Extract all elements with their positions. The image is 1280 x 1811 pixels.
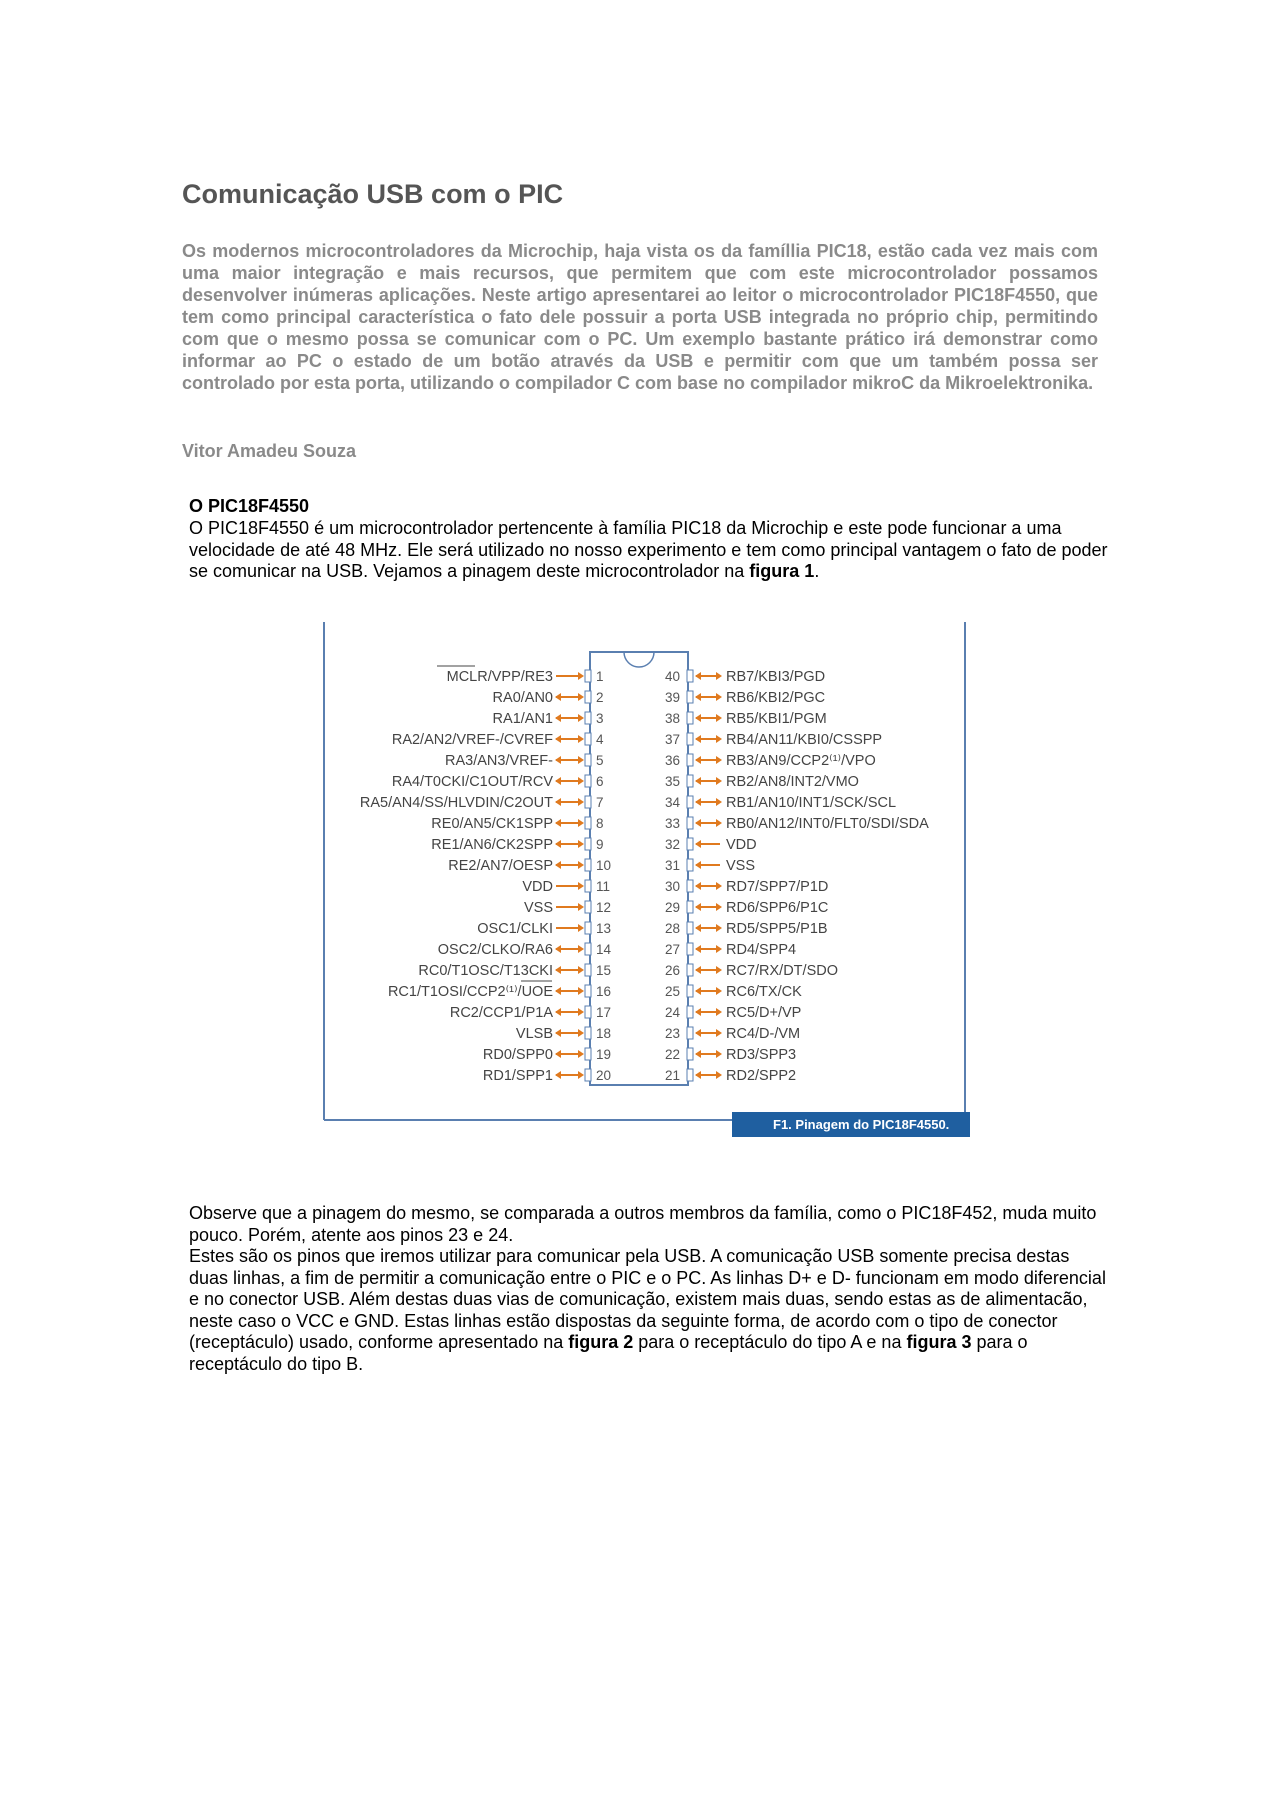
arrow-head <box>578 945 584 953</box>
page-title: Comunicação USB com o PIC <box>182 179 564 209</box>
pin-pad <box>687 712 693 724</box>
pin-number: 21 <box>665 1068 681 1083</box>
pin-number: 29 <box>665 900 681 915</box>
pin-label: OSC2/CLKO/RA6 <box>437 942 553 958</box>
pin-number: 22 <box>665 1047 681 1062</box>
pin-pad <box>585 964 591 976</box>
pin-label: RD6/SPP6/P1C <box>726 900 829 916</box>
pin-label: RC6/TX/CK <box>726 984 802 1000</box>
pin-pad <box>687 817 693 829</box>
pin-pad <box>687 670 693 682</box>
arrow-head <box>578 1029 584 1037</box>
pin-number: 20 <box>596 1068 612 1083</box>
arrow-head <box>578 861 584 869</box>
right-pin <box>665 669 825 685</box>
arrow-head <box>695 966 701 974</box>
arrow-head <box>695 840 701 848</box>
arrow-head <box>578 1050 584 1058</box>
arrow-head <box>578 1071 584 1079</box>
arrow-head <box>578 777 584 785</box>
pin-label: RB3/AN9/CCP2⁽¹⁾/VPO <box>726 753 876 769</box>
arrow-head <box>716 756 722 764</box>
arrow-head <box>695 1071 701 1079</box>
pin-label: RD3/SPP3 <box>726 1047 797 1063</box>
left-pin <box>431 816 603 832</box>
arrow-head <box>695 924 701 932</box>
pin-number: 30 <box>665 879 681 894</box>
pin-pad <box>585 838 591 850</box>
pin-label: RE0/AN5/CK1SPP <box>431 816 553 832</box>
pin-number: 40 <box>665 669 681 684</box>
pin-pad <box>687 964 693 976</box>
pin-label: RB5/KBI1/PGM <box>726 711 827 727</box>
pin-pad <box>687 1048 693 1060</box>
arrow-head <box>555 714 561 722</box>
usb-lines-paragraph <box>189 1246 1109 1375</box>
arrow-head <box>555 966 561 974</box>
arrow-head <box>716 735 722 743</box>
intro-text-end: . <box>814 561 820 581</box>
pin-number: 37 <box>665 732 681 747</box>
pin-number: 26 <box>665 963 681 978</box>
right-pin <box>665 900 828 916</box>
pin-pad <box>585 859 591 871</box>
pin-pad <box>687 1006 693 1018</box>
pin-label: RC7/RX/DT/SDO <box>726 963 838 979</box>
usb-text-2: para o receptáculo do tipo A e na <box>633 1332 907 1352</box>
arrow-head <box>578 966 584 974</box>
arrow-head <box>695 987 701 995</box>
arrow-head <box>716 924 722 932</box>
pin-label: RD5/SPP5/P1B <box>726 921 828 937</box>
pin-pad <box>585 1006 591 1018</box>
pin-pad <box>687 1027 693 1039</box>
pin-label: RB6/KBI2/PGC <box>726 690 826 706</box>
pin-number: 12 <box>596 900 612 915</box>
arrow-head <box>578 987 584 995</box>
pin-number: 3 <box>596 711 604 726</box>
pin-label: RC4/D-/VM <box>726 1026 801 1042</box>
pin-label: VDD <box>726 837 757 853</box>
intro-paragraph <box>189 518 1109 583</box>
arrow-head <box>695 1008 701 1016</box>
figure-2-reference: figura 2 <box>568 1332 634 1352</box>
usb-text-1: Estes são os pinos que iremos utilizar para comunicar pela USB. A comunicação USB somente precisa destas duas linhas, a fim de permitir a comunicação entre o PIC e o PC. As linhas D+ e D- funcionam em modo diferencial e no conector USB. Além destas duas vias de comunicação, existem mais duas, sendo estas as de alimentacão, neste caso o VCC e GND. Estas linhas estão dispostas da seguinte forma, de acordo com o tipo de conector (receptáculo) usado, conforme apresentado na <box>189 1246 1106 1352</box>
pin-pad <box>687 1069 693 1081</box>
pin-number: 18 <box>596 1026 612 1041</box>
arrow-head <box>695 903 701 911</box>
right-pin <box>665 963 838 979</box>
pin-label: RC5/D+/VP <box>726 1005 802 1021</box>
pin-number: 38 <box>665 711 681 726</box>
pin-pad <box>687 901 693 913</box>
right-pin <box>665 753 876 769</box>
pin-number: 34 <box>665 795 681 810</box>
pin-number: 27 <box>665 942 681 957</box>
arrow-head <box>578 819 584 827</box>
pin-number: 5 <box>596 753 604 768</box>
pin-pad <box>585 922 591 934</box>
arrow-head <box>695 756 701 764</box>
arrow-head <box>555 1008 561 1016</box>
arrow-head <box>695 882 701 890</box>
arrow-head <box>555 756 561 764</box>
arrow-head <box>695 819 701 827</box>
arrow-head <box>578 840 584 848</box>
pin-pad <box>585 901 591 913</box>
pin-number: 36 <box>665 753 681 768</box>
right-pin <box>665 711 827 727</box>
figure-caption: F1. Pinagem do PIC18F4550. <box>773 1117 950 1132</box>
usb-text-3: para o receptáculo do tipo B. <box>189 1332 1028 1374</box>
pin-label: RA1/AN1 <box>492 711 553 727</box>
pin-number: 7 <box>596 795 604 810</box>
arrow-head <box>578 756 584 764</box>
arrow-head <box>695 945 701 953</box>
arrow-head <box>555 1050 561 1058</box>
pin-pad <box>585 985 591 997</box>
arrow-head <box>716 693 722 701</box>
arrow-head <box>716 798 722 806</box>
pin-pad <box>585 733 591 745</box>
pin-label: RB4/AN11/KBI0/CSSPP <box>726 732 883 748</box>
pin-pad <box>687 922 693 934</box>
arrow-head <box>716 987 722 995</box>
pin-number: 32 <box>665 837 681 852</box>
arrow-head <box>695 1050 701 1058</box>
pin-number: 9 <box>596 837 604 852</box>
arrow-head <box>716 819 722 827</box>
arrow-head <box>716 672 722 680</box>
right-pin <box>665 795 896 811</box>
pin-pad <box>687 775 693 787</box>
pin-number: 10 <box>596 858 612 873</box>
figure-3-reference: figura 3 <box>906 1332 972 1352</box>
pin-number: 16 <box>596 984 612 999</box>
arrow-head <box>555 861 561 869</box>
pin-number: 33 <box>665 816 681 831</box>
right-pin <box>665 879 828 895</box>
left-pin <box>447 669 604 685</box>
arrow-head <box>578 714 584 722</box>
pinout-figure <box>320 622 980 1137</box>
pin-pad <box>687 796 693 808</box>
left-pin <box>516 1026 611 1042</box>
pin-pad <box>585 1048 591 1060</box>
left-pin <box>431 837 603 853</box>
pin-pad <box>687 880 693 892</box>
arrow-head <box>555 798 561 806</box>
pin-label: RB2/AN8/INT2/VMO <box>726 774 859 790</box>
pin-label: RD2/SPP2 <box>726 1068 797 1084</box>
left-pin <box>493 711 604 727</box>
pin-pad <box>585 1069 591 1081</box>
arrow-head <box>716 777 722 785</box>
arrow-head <box>716 1029 722 1037</box>
arrow-head <box>578 903 584 911</box>
right-pin <box>665 774 859 790</box>
left-pin <box>392 732 604 748</box>
pin-number: 25 <box>665 984 681 999</box>
pin-label: OSC1/CLKI <box>477 921 553 937</box>
pin-pad <box>687 859 693 871</box>
pin-label: VSS <box>726 858 756 874</box>
right-pin <box>665 858 755 874</box>
pinout-diagram <box>320 622 980 1137</box>
pin-number: 39 <box>665 690 681 705</box>
pin-label: RB1/AN10/INT1/SCK/SCL <box>726 795 897 811</box>
pin-pad <box>687 943 693 955</box>
pin-label: RC0/T1OSC/T13CKI <box>418 963 553 979</box>
pin-pad <box>687 985 693 997</box>
left-pin <box>522 879 610 895</box>
arrow-head <box>578 882 584 890</box>
left-pin <box>388 984 611 1000</box>
pin-label: RB0/AN12/INT0/FLT0/SDI/SDA <box>726 816 929 832</box>
arrow-head <box>695 714 701 722</box>
arrow-head <box>578 672 584 680</box>
arrow-head <box>555 777 561 785</box>
arrow-head <box>716 945 722 953</box>
arrow-head <box>555 819 561 827</box>
pin-number: 6 <box>596 774 604 789</box>
pin-label: VSS <box>523 900 553 916</box>
arrow-head <box>555 735 561 743</box>
pin-pad <box>585 943 591 955</box>
pin-number: 35 <box>665 774 681 789</box>
pin-label: RE2/AN7/OESP <box>448 858 553 874</box>
pin-number: 11 <box>596 879 611 894</box>
arrow-head <box>555 945 561 953</box>
intro-text: O PIC18F4550 é um microcontrolador pertencente à família PIC18 da Microchip e este pode funcionar a uma velocidade de até 48 MHz. Ele será utilizado no nosso experimento e tem como principal vantagem o fato de poder se comunicar na USB. Vejamos a pinagem deste microcontrolador na <box>189 518 1108 581</box>
pin-label: VLSB <box>515 1026 553 1042</box>
pin-number: 24 <box>665 1005 681 1020</box>
pin-pad <box>585 670 591 682</box>
pin-pad <box>687 838 693 850</box>
right-pin <box>665 816 929 832</box>
pin-number: 13 <box>596 921 612 936</box>
author-name: Vitor Amadeu Souza <box>182 441 357 461</box>
pin-pad <box>585 817 591 829</box>
pin-label: VDD <box>522 879 553 895</box>
pin-pad <box>585 754 591 766</box>
pin-pad <box>585 775 591 787</box>
pin-label: RA5/AN4/SS/HLVDIN/C2OUT <box>359 795 553 811</box>
left-pin <box>438 942 612 958</box>
arrow-head <box>716 903 722 911</box>
pin-label: RD1/SPP1 <box>482 1068 553 1084</box>
pin-label: RA2/AN2/VREF-/CVREF <box>391 732 553 748</box>
pin-pad <box>585 712 591 724</box>
arrow-head <box>695 693 701 701</box>
arrow-head <box>716 882 722 890</box>
left-pin <box>524 900 611 916</box>
observation-paragraph: Observe que a pinagem do mesmo, se comparada a outros membros da família, como o PIC18F452, muda muito pouco. Porém, atente aos pinos 23 e 24. <box>189 1203 1097 1245</box>
left-pin <box>493 690 604 706</box>
pin-number: 31 <box>665 858 681 873</box>
right-pin <box>665 690 825 706</box>
arrow-head <box>555 1029 561 1037</box>
left-pin <box>450 1005 611 1021</box>
arrow-head <box>695 672 701 680</box>
pin-pad <box>687 754 693 766</box>
pin-number: 23 <box>665 1026 681 1041</box>
arrow-head <box>695 861 701 869</box>
pin-label: RA3/AN3/VREF- <box>445 753 553 769</box>
pin-pad <box>585 880 591 892</box>
pin-number: 15 <box>596 963 612 978</box>
arrow-head <box>695 798 701 806</box>
pin-pad <box>687 691 693 703</box>
pin-pad <box>585 796 591 808</box>
right-pin <box>665 732 882 748</box>
pin-number: 14 <box>596 942 612 957</box>
figure-1-reference: figura 1 <box>749 561 815 581</box>
pin-label: RD7/SPP7/P1D <box>726 879 829 895</box>
pin-label: MCLR/VPP/RE3 <box>446 669 553 685</box>
pin-label: RE1/AN6/CK2SPP <box>431 837 553 853</box>
pin-number: 8 <box>596 816 604 831</box>
arrow-head <box>555 693 561 701</box>
article-lead: Os modernos microcontroladores da Microchip, haja vista os da famíllia PIC18, estão cada vez mais com uma maior integração e mais recursos, que permitem que com este microcontrolador possamos desenvolver inúmeras aplicações. Neste artigo apresentarei ao leitor o microcontrolador PIC18F4550, que tem como principal característica o fato dele possuir a porta USB integrada no próprio chip, permitindo com que o mesmo possa se comunicar com o PC. Um exemplo bastante prático irá demonstrar como informar ao PC o estado de um botão através da USB e permitir com que um também possa ser controlado por esta porta, utilizando o compilador C com base no compilador mikroC da Mikroelektronika. <box>182 241 1098 393</box>
arrow-head <box>578 1008 584 1016</box>
arrow-head <box>578 924 584 932</box>
pin-number: 2 <box>596 690 604 705</box>
pin-number: 19 <box>596 1047 612 1062</box>
right-pin <box>665 837 757 853</box>
pin-number: 4 <box>596 732 604 747</box>
left-pin <box>448 858 611 874</box>
pin-label: RC1/T1OSI/CCP2⁽¹⁾/UOE <box>387 984 553 1000</box>
left-pin <box>360 795 604 811</box>
left-pin <box>445 753 604 769</box>
pin-pad <box>585 691 591 703</box>
arrow-head <box>716 1008 722 1016</box>
left-pin <box>418 963 611 979</box>
arrow-head <box>716 714 722 722</box>
pin-label: RA0/AN0 <box>492 690 553 706</box>
pin-number: 1 <box>596 669 604 684</box>
arrow-head <box>555 840 561 848</box>
arrow-head <box>716 1071 722 1079</box>
pin-number: 17 <box>596 1005 612 1020</box>
pin-label: RA4/T0CKI/C1OUT/RCV <box>391 774 553 790</box>
pin-label: RB7/KBI3/PGD <box>726 669 826 685</box>
arrow-head <box>555 1071 561 1079</box>
pin-label: RD0/SPP0 <box>482 1047 553 1063</box>
arrow-head <box>716 1050 722 1058</box>
arrow-head <box>695 1029 701 1037</box>
arrow-head <box>716 966 722 974</box>
arrow-head <box>695 777 701 785</box>
arrow-head <box>578 798 584 806</box>
arrow-head <box>695 735 701 743</box>
left-pin <box>392 774 604 790</box>
pin-number: 28 <box>665 921 681 936</box>
pin-pad <box>585 1027 591 1039</box>
pin-pad <box>687 733 693 745</box>
pin-label: RD4/SPP4 <box>726 942 797 958</box>
section-title: O PIC18F4550 <box>189 496 310 516</box>
pin-label: RC2/CCP1/P1A <box>449 1005 553 1021</box>
arrow-head <box>578 693 584 701</box>
arrow-head <box>578 735 584 743</box>
arrow-head <box>555 987 561 995</box>
right-pin <box>665 921 828 937</box>
